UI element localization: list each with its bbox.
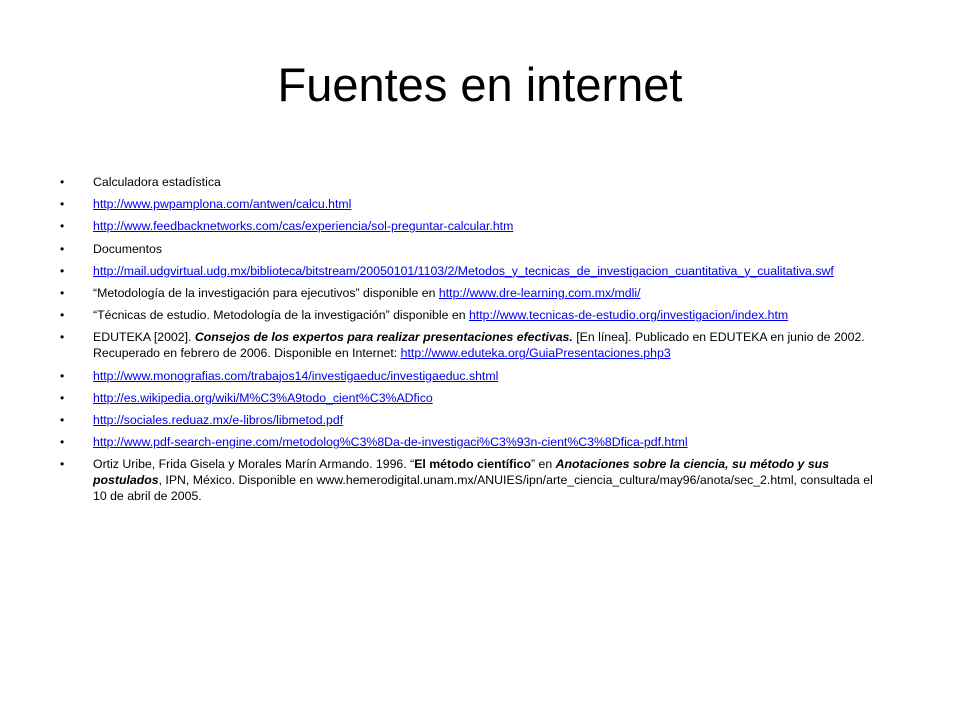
bullet-icon: •: [60, 308, 65, 323]
source-link[interactable]: http://www.tecnicas-de-estudio.org/investigacion/index.htm: [468, 308, 789, 323]
item-text-emphasis: Consejos de los expertos para realizar presentaciones efectivas.: [194, 330, 573, 345]
source-link[interactable]: http://www.monografias.com/trabajos14/investigaeduc/investigaeduc.shtml: [93, 368, 499, 383]
source-link[interactable]: http://www.pwpamplona.com/antwen/calcu.html: [93, 197, 352, 212]
bullet-icon: •: [60, 457, 65, 472]
source-link[interactable]: http://www.eduteka.org/GuiaPresentaciones.php3: [400, 346, 671, 361]
bullet-icon: •: [60, 263, 65, 278]
list-item: [60, 456, 880, 504]
source-link[interactable]: http://mail.udgvirtual.udg.mx/biblioteca/bitstream/20050101/1103/2/Metodos_y_tecnicas_de_investigacion_cuantitativa_y_cualitativa.swf: [93, 263, 834, 278]
bullet-icon: •: [60, 330, 65, 345]
item-text: Ortiz Uribe, Frida Gisela y Morales Marín Armando. 1996. “: [93, 457, 415, 472]
source-link[interactable]: http://www.dre-learning.com.mx/mdli/: [438, 285, 641, 300]
source-link[interactable]: http://www.feedbacknetworks.com/cas/experiencia/sol-preguntar-calcular.htm: [93, 219, 514, 234]
list-item: [60, 390, 880, 406]
list-item: [60, 434, 880, 450]
item-text: Documentos: [93, 241, 163, 256]
bullet-icon: •: [60, 285, 65, 300]
bullet-icon: •: [60, 241, 65, 256]
bullet-icon: •: [60, 368, 65, 383]
bullet-icon: •: [60, 219, 65, 234]
list-item: [60, 174, 880, 190]
bullet-icon: •: [60, 390, 65, 405]
item-text: , IPN, México. Disponible en www.hemerodigital.unam.mx/ANUIES/ipn/arte_ciencia_cultura/may96/anota/sec_2.html, consultada el 10 de abril de 2005.: [93, 473, 873, 504]
list-item: [60, 368, 880, 384]
bullet-icon: •: [60, 412, 65, 427]
item-text-bold: El método científico: [414, 457, 532, 472]
list-item: [60, 329, 880, 361]
item-text: Calculadora estadística: [93, 175, 221, 189]
bullet-icon: •: [60, 197, 65, 212]
item-text: “Técnicas de estudio. Metodología de la investigación” disponible en: [93, 308, 469, 323]
source-link[interactable]: http://es.wikipedia.org/wiki/M%C3%A9todo_cient%C3%ADfico: [93, 390, 433, 405]
item-text: ” en: [531, 457, 556, 472]
source-link[interactable]: http://sociales.reduaz.mx/e-libros/libmetod.pdf: [93, 412, 344, 427]
list-item: [60, 307, 880, 323]
item-text: [En línea]. Publicado en EDUTEKA en junio de 2002. Recuperado en febrero de 2006. Disponible en Internet:: [93, 330, 865, 361]
item-text-emphasis: Anotaciones sobre la ciencia, su método y sus postulados: [93, 457, 830, 488]
bullet-icon: •: [60, 435, 65, 450]
list-item: [60, 241, 880, 257]
list-item: [60, 412, 880, 428]
list-item: [60, 218, 880, 234]
item-text: “Metodología de la investigación para ejecutivos” disponible en: [93, 285, 439, 300]
list-item: [60, 263, 880, 279]
list-item: [60, 196, 880, 212]
bullet-icon: •: [60, 175, 65, 189]
source-link[interactable]: http://www.pdf-search-engine.com/metodolog%C3%8Da-de-investigaci%C3%93n-cient%C3%8Dfica-pdf.html: [93, 435, 688, 450]
item-text: EDUTEKA [2002].: [93, 330, 195, 345]
slide-title: Fuentes en internet: [277, 58, 683, 111]
list-item: [60, 285, 880, 301]
sources-list: [60, 174, 880, 510]
